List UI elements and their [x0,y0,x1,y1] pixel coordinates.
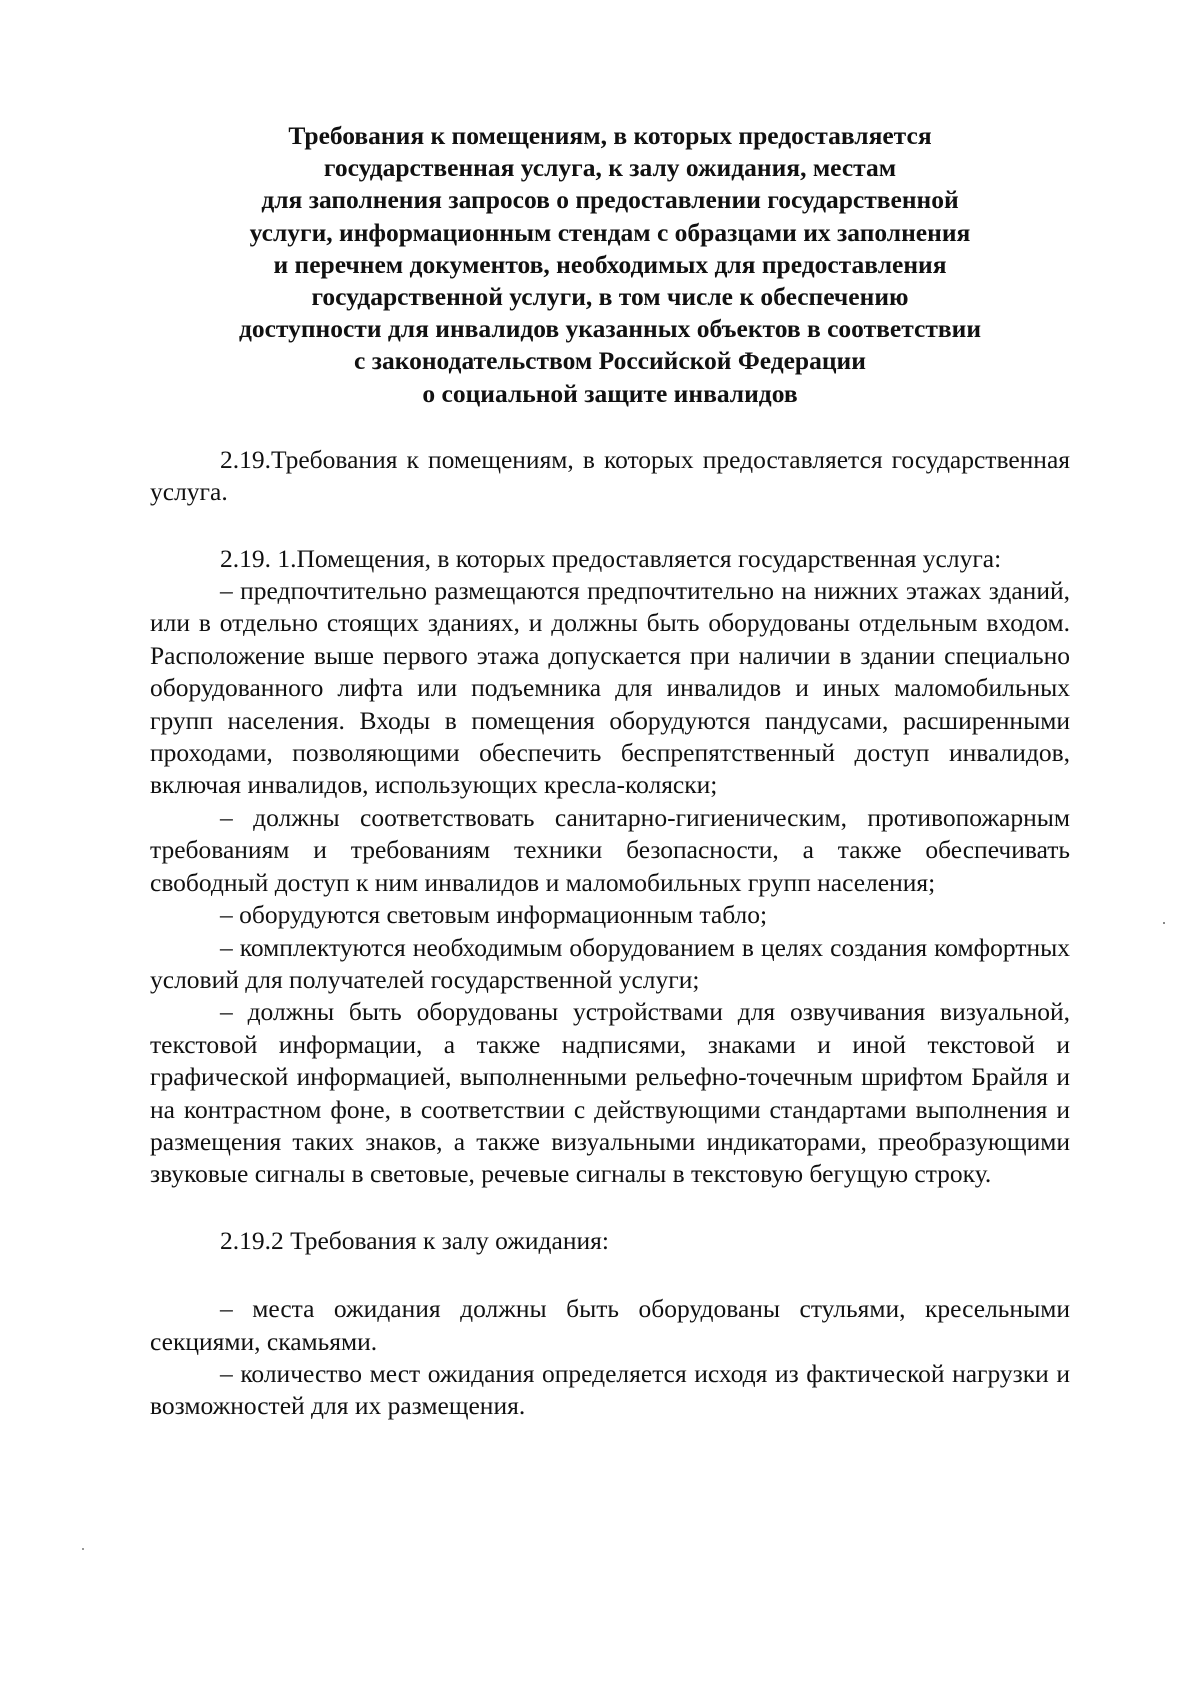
heading-line: с законодательством Российской Федерации [354,346,866,376]
heading-line: о социальной защите инвалидов [422,378,798,408]
list-item: – должны быть оборудованы устройствами для озвучивания визуальной, текстовой информации, а также надписями, знаками и иной текстовой и графической информацией, выполненными рельефно-точечным шрифтом Брайля и на контрастном фоне, в соответствии с действующими стандартами выполнения и размещения таких знаков, а также визуальными индикаторами, преобразующими звуковые сигналы в световые, речевые сигналы в текстовую бегущую строку. [150,997,1070,1189]
heading-line: и перечнем документов, необходимых для предоставления [273,249,947,279]
heading-line: Требования к помещениям, в которых предоставляется [288,121,932,150]
list-item: – комплектуются необходимым оборудованием в целях создания комфортных условий для получателей государственной услуги; [150,932,1070,994]
section-2-19: 2.19.Требования к помещениям, в которых предоставляется государственная услуга. [150,444,1070,507]
heading-line: услуги, информационным стендам с образцами их заполнения [249,217,971,247]
heading-line: государственной услуги, в том числе к обеспечению [311,282,909,312]
heading-line: государственная услуга, к залу ожидания, местам [323,153,897,183]
section-2-19-1-intro: 2.19. 1.Помещения, в которых предоставляется государственная услуга: [220,543,1002,573]
heading-line: доступности для инвалидов указанных объектов в соответствии [238,314,982,344]
section-2-19-2-intro: 2.19.2 Требования к залу ожидания: [220,1225,609,1255]
scan-speck [1163,922,1165,924]
list-item: – должны соответствовать санитарно-гигиеническим, противопожарным требованиям и требованиям техники безопасности, а также обеспечивать свободный доступ к ним инвалидов и маломобильных групп населения; [150,802,1070,897]
list-item: – предпочтительно размещаются предпочтительно на нижних этажах зданий, или в отдельно стоящих зданиях, и должны быть оборудованы отдельным входом. Расположение выше первого этажа допускается при наличии в здании специально оборудованного лифта или подъемника для инвалидов и иных маломобильных групп населения. Входы в помещения оборудуются пандусами, расширенными проходами, позволяющими обеспечить беспрепятственный доступ инвалидов, включая инвалидов, использующих кресла-коляски; [150,576,1070,800]
list-item: – оборудуются световым информационным табло; [220,900,768,930]
document-page [150,120,1070,1423]
list-item: – количество мест ожидания определяется исходя из фактической нагрузки и возможностей для их размещения. [150,1358,1070,1421]
document-heading [150,120,1070,410]
scan-speck [82,1548,84,1550]
list-item: – места ожидания должны быть оборудованы стульями, кресельными секциями, скамьями. [150,1294,1070,1356]
heading-line: для заполнения запросов о предоставлении государственной [261,185,959,215]
